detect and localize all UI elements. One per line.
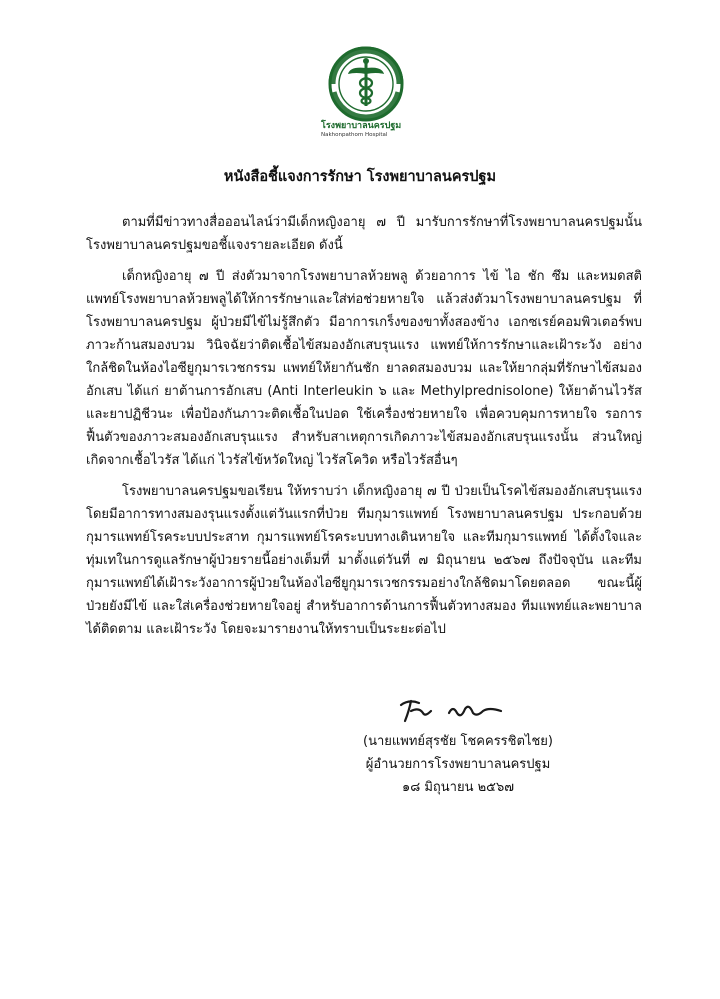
document-date: ๑๘ มิถุนายน ๒๕๖๗: [401, 780, 515, 795]
paragraph-case-details: เด็กหญิงอายุ ๗ ปี ส่งตัวมาจากโรงพยาบาลห้วยพลู ด้วยอาการ ไข้ ไอ ชัก ซึม และหมดสติ แพทย์โรงพยาบาลห้วยพลูได้ให้การรักษาและใส่ท่อช่วยหายใจ แล้วส่งตัวมาโรงพยาบาลนครปฐม ที่โรงพยาบาลนครปฐม ผู้ป่วยมีไข้ไม่รู้สึกตัว มีอาการเกร็งของขาทั้งสองข้าง เอกซเรย์คอมพิวเตอร์พบภาวะก้านสมองบวม วินิจฉัยว่าติดเชื้อไข้สมองอักเสบรุนแรง แพทย์ให้การรักษาและเฝ้าระวัง อย่างใกล้ชิดในห้องไอซียูกุมารเวชกรรม แพทย์ให้ยากันชัก ยาลดสมองบวม และให้ยากลุ่มที่รักษาไข้สมองอักเสบ ได้แก่ ยาต้านการอักเสบ (Anti Interleukin ๖ และ Methylprednisolone) ให้ยาต้านไวรัส และยาปฏิชีวนะ เพื่อป้องกันภาวะติดเชื้อในปอด ใช้เครื่องช่วยหายใจ เพื่อควบคุมการหายใจ รอการฟื้นตัวของภาวะสมองอักเสบรุนแรง สำหรับสาเหตุการเกิดภาวะไข้สมองอักเสบรุนแรงนั้น ส่วนใหญ่เกิดจากเชื้อไวรัส ได้แก่ ไวรัสไข้หวัดใหญ่ ไวรัสโควิด หรือไวรัสอื่นๆ: [86, 269, 642, 468]
signatory-position: ผู้อำนวยการโรงพยาบาลนครปฐม: [365, 757, 551, 772]
hospital-logo-caption: [321, 121, 431, 139]
handwritten-signature: [397, 695, 507, 727]
hospital-name-th: โรงพยาบาลนครปฐม: [321, 121, 402, 131]
paragraph-intro: ตามที่มีข่าวทางสื่อออนไลน์ว่ามีเด็กหญิงอายุ ๗ ปี มารับการรักษาที่โรงพยาบาลนครปฐมนั้น โรงพยาบาลนครปฐมขอชี้แจงรายละเอียด ดังนี้: [86, 215, 642, 253]
paragraph-care-status: โรงพยาบาลนครปฐมขอเรียน ให้ทราบว่า เด็กหญิงอายุ ๗ ปี ป่วยเป็นโรคไข้สมองอักเสบรุนแรง โดยมีอาการทางสมองรุนแรงตั้งแต่วันแรกที่ป่วย ทีมกุมารแพทย์ โรงพยาบาลนครปฐม ประกอบด้วยกุมารแพทย์โรคระบบประสาท กุมารแพทย์โรคระบบทางเดินหายใจ และทีมกุมารแพทย์ ได้ตั้งใจและทุ่มเทในการดูแลรักษาผู้ป่วยรายนี้อย่างเต็มที่ มาตั้งแต่วันที่ ๗ มิถุนายน ๒๕๖๗ ถึงปัจจุบัน และทีมกุมารแพทย์ได้เฝ้าระวังอาการผู้ป่วยในห้องไอซียูกุมารเวชกรรมอย่างใกล้ชิดมาโดยตลอด ขณะนี้ผู้ป่วยยังมีไข้ และใส่เครื่องช่วยหายใจอยู่ สำหรับอาการด้านการฟื้นตัวทางสมอง ทีมแพทย์และพยาบาลได้ติดตาม และเฝ้าระวัง โดยจะมารายงานให้ทราบเป็นระยะต่อไป: [86, 484, 642, 637]
signatory-name: (นายแพทย์สุรชัย โชคครรชิตไชย): [363, 734, 553, 749]
signature-block: [348, 730, 568, 799]
document-title: หนังสือชี้แจงการรักษา โรงพยาบาลนครปฐม: [223, 169, 497, 185]
hospital-name-en: Nakhonpathom Hospital: [321, 132, 388, 138]
document-body: [86, 211, 642, 649]
